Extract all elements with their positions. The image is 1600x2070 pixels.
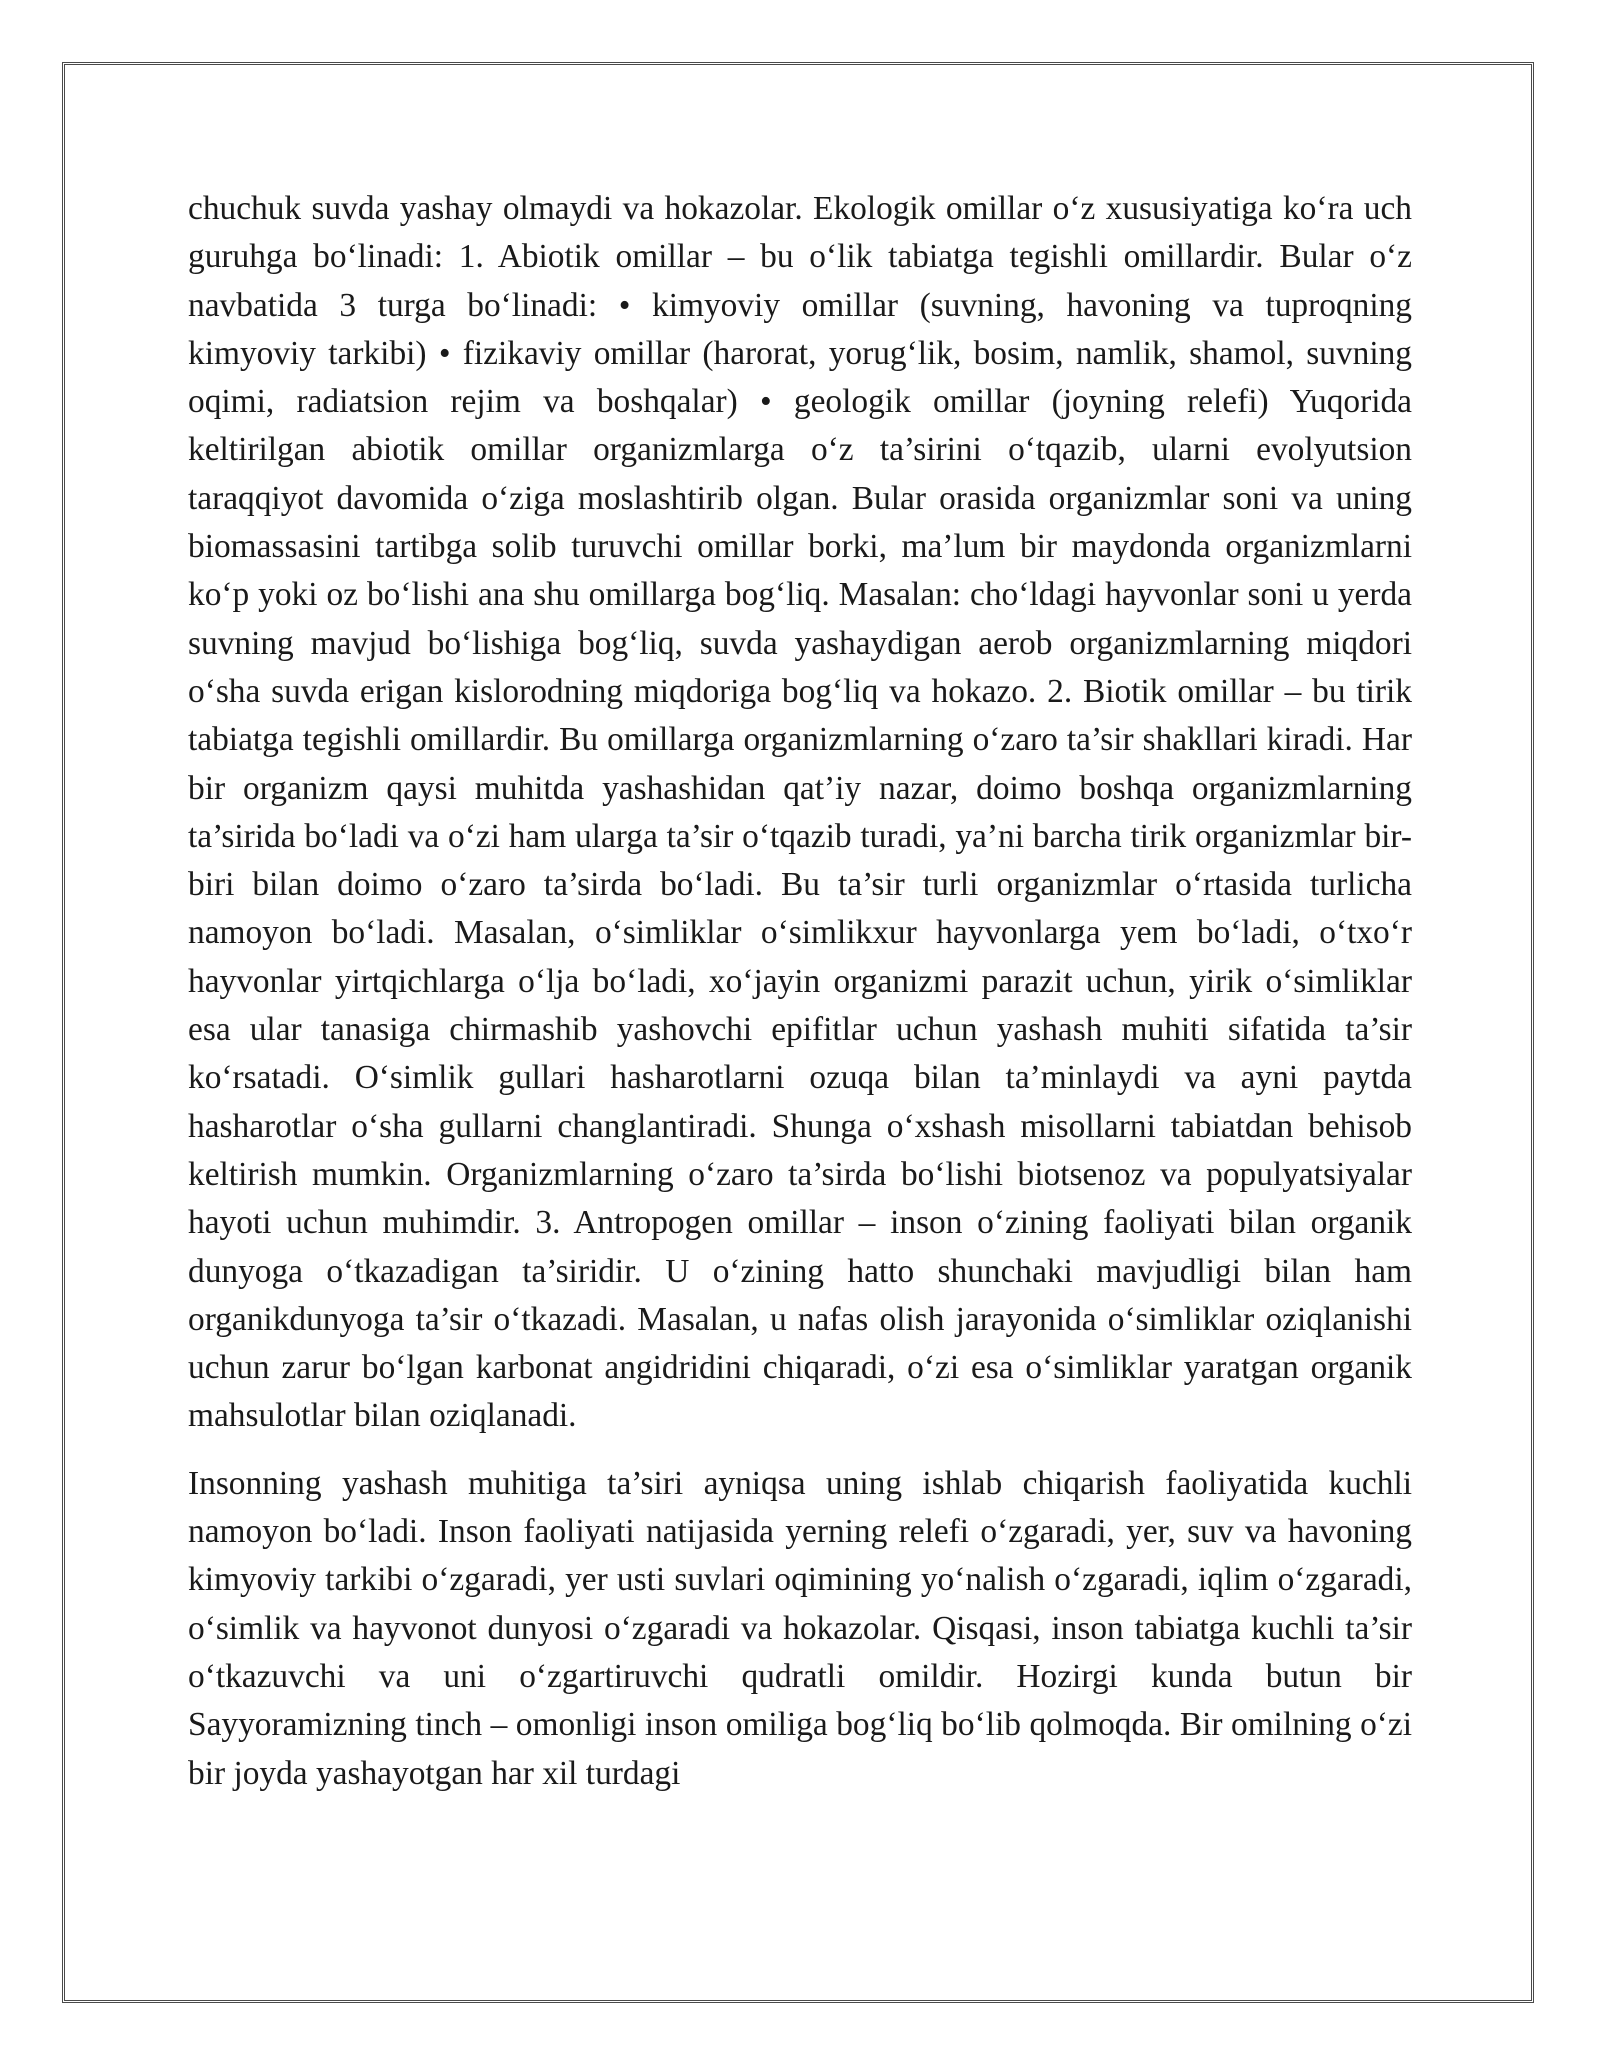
paragraph-human-impact: Insonning yashash muhitiga ta’siri ayniqsa uning ishlab chiqarish faoliyatida kuchli namoyon bo‘ladi. Inson faoliyati natijasida yerning relefi o‘zgaradi, yer, suv va havoning kimyoviy tarkibi o‘zgaradi, yer usti suvlari oqimining yo‘nalish o‘zgaradi, iqlim o‘zgaradi, o‘simlik va hayvonot dunyosi o‘zgaradi va hokazolar. Qisqasi, inson tabiatga kuchli ta’sir o‘tkazuvchi va uni o‘zgartiruvchi qudratli omildir. Hozirgi kunda butun bir Sayyoramizning tinch – omonligi inson omiliga bog‘liq bo‘lib qolmoqda. Bir omilning o‘zi bir joyda yashayotgan har xil turdagi	[188, 1464, 1412, 1792]
paragraph-ecological-factors: chuchuk suvda yashay olmaydi va hokazolar. Ekologik omillar o‘z xususiyatiga ko‘ra uch guruhga bo‘linadi: 1. Abiotik omillar – bu o‘lik tabiatga tegishli omillardir. Bular o‘z navbatida 3 turga bo‘linadi: • kimyoviy omillar (suvning, havoning va tuproqning kimyoviy tarkibi) • fizikaviy omillar (harorat, yorug‘lik, bosim, namlik, shamol, suvning oqimi, radiatsion rejim va boshqalar) • geologik omillar (joyning relefi) Yuqorida keltirilgan abiotik omillar organizmlarga o‘z ta’sirini o‘tqazib, ularni evolyutsion taraqqiyot davomida o‘ziga moslashtirib olgan. Bular orasida organizmlar soni va uning biomassasini tartibga solib turuvchi omillar borki, ma’lum bir maydonda organizmlarni ko‘p yoki oz bo‘lishi ana shu omillarga bog‘liq. Masalan: cho‘ldagi hayvonlar soni u yerda suvning mavjud bo‘lishiga bog‘liq, suvda yashaydigan aerob organizmlarning miqdori o‘sha suvda erigan kislorodning miqdoriga bog‘liq va hokazo. 2. Biotik omillar – bu tirik tabiatga tegishli omillardir. Bu omillarga organizmlarning o‘zaro ta’sir shakllari kiradi. Har bir organizm qaysi muhitda yashashidan qat’iy nazar, doimo boshqa organizmlarning ta’sirida bo‘ladi va o‘zi ham ularga ta’sir o‘tqazib turadi, ya’ni barcha tirik organizmlar bir-biri bilan doimo o‘zaro ta’sirda bo‘ladi. Bu ta’sir turli organizmlar o‘rtasida turlicha namoyon bo‘ladi. Masalan, o‘simliklar o‘simlikxur hayvonlarga yem bo‘ladi, o‘txo‘r hayvonlar yirtqichlarga o‘lja bo‘ladi, xo‘jayin organizmi parazit uchun, yirik o‘simliklar esa ular tanasiga chirmashib yashovchi epifitlar uchun yashash muhiti sifatida ta’sir ko‘rsatadi. O‘simlik gullari hasharotlarni ozuqa bilan ta’minlaydi va ayni paytda hasharotlar o‘sha gullarni changlantiradi. Shunga o‘xshash misollarni tabiatdan behisob keltirish mumkin. Organizmlarning o‘zaro ta’sirda bo‘lishi biotsenoz va populyatsiyalar hayoti uchun muhimdir. 3. Antropogen omillar – inson o‘zining faoliyati bilan organik dunyoga o‘tkazadigan ta’siridir. U o‘zining hatto shunchaki mavjudligi bilan ham organikdunyoga ta’sir o‘tkazadi. Masalan, u nafas olish jarayonida o‘simliklar oziqlanishi uchun zarur bo‘lgan karbonat angidridini chiqaradi, o‘zi esa o‘simliklar yaratgan organik mahsulotlar bilan oziqlanadi.	[188, 190, 1412, 1435]
document-body	[188, 185, 1412, 1798]
